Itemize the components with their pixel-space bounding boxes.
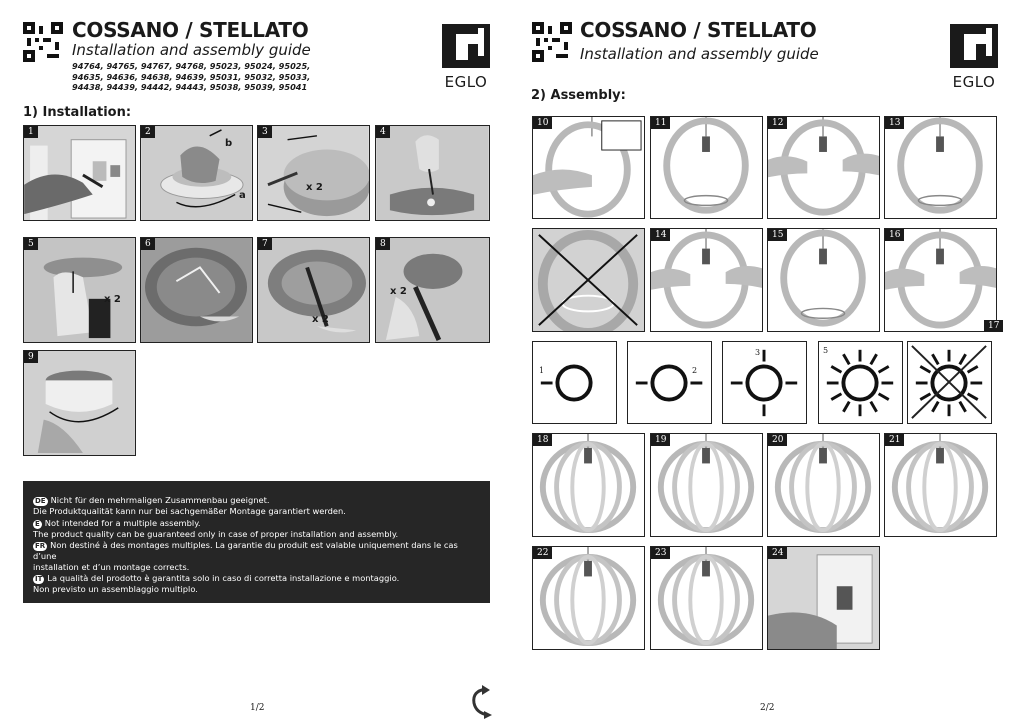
label-b: b xyxy=(225,138,233,149)
step-panel xyxy=(767,116,880,219)
step-panel xyxy=(532,116,645,219)
lang-badge: IT xyxy=(35,575,43,584)
step-panel xyxy=(650,433,763,537)
step-panel xyxy=(375,237,490,343)
page-number: 2/2 xyxy=(760,703,775,713)
order-diagram xyxy=(723,342,806,423)
order-diagram-panel xyxy=(907,341,992,424)
document-subtitle: Installation and assembly guide xyxy=(580,45,819,63)
notice-line: Nicht für den mehrmaligen Zusammenbau geeignet. xyxy=(50,495,270,505)
page-turn-icon[interactable] xyxy=(468,685,498,721)
assembly-illustration xyxy=(885,117,996,218)
step-panel xyxy=(884,116,997,219)
order-diagram-panel xyxy=(722,341,807,424)
step-number: 8 xyxy=(376,238,390,250)
step-number: 18 xyxy=(533,434,552,446)
step-number: 5 xyxy=(24,238,38,250)
step-number: 24 xyxy=(768,547,787,559)
step-panel xyxy=(23,237,136,343)
assembly-illustration xyxy=(651,434,762,536)
assembly-illustration xyxy=(533,434,644,536)
step-number: 10 xyxy=(533,117,552,129)
notice-line: Non previsto un assemblaggio multiplo. xyxy=(33,584,198,595)
screws-removal-illustration xyxy=(258,126,369,220)
eglo-logo xyxy=(442,24,490,91)
step-panel xyxy=(650,546,763,650)
step-panel xyxy=(767,228,880,332)
assembly-illustration xyxy=(768,547,879,649)
order-label: 5 xyxy=(823,346,829,355)
step-number: 2 xyxy=(141,126,155,138)
logo-text: EGLO xyxy=(444,73,488,91)
step-panel xyxy=(650,228,763,332)
step-number: 22 xyxy=(533,547,552,559)
step-panel xyxy=(375,125,490,221)
step-panel xyxy=(140,125,253,221)
assembly-illustration xyxy=(768,117,879,218)
assembly-illustration xyxy=(768,229,879,331)
assembly-illustration xyxy=(768,434,879,536)
order-diagram-panel xyxy=(532,341,617,424)
assembly-illustration xyxy=(885,434,996,536)
step-panel xyxy=(650,116,763,219)
step-number: 15 xyxy=(768,229,787,241)
step-number: 9 xyxy=(24,351,38,363)
qr-code xyxy=(532,22,572,62)
notice-line: Die Produktqualität kann nur bei sachgemäßer Montage garantiert werden. xyxy=(33,506,346,516)
step-panel xyxy=(140,237,253,343)
quantity-label: x 2 xyxy=(312,314,329,325)
step-number: 14 xyxy=(651,229,670,241)
canopy-removal-illustration xyxy=(141,126,252,220)
cover-rotation-illustration xyxy=(24,351,135,455)
notice-line: Non destiné à des montages multiples. La garantie du produit est valable uniquement dans le cas d’une xyxy=(33,540,458,562)
step-number: 16 xyxy=(885,229,904,241)
assembly-illustration xyxy=(651,547,762,649)
assembly-illustration xyxy=(533,547,644,649)
step-number: 19 xyxy=(651,434,670,446)
mounting-illustration xyxy=(24,238,135,342)
notice-line: Not intended for a multiple assembly. xyxy=(44,517,201,528)
order-diagram xyxy=(908,342,991,423)
section-heading-installation: 1) Installation: xyxy=(23,105,132,120)
order-diagram xyxy=(819,342,902,423)
notice-line: The product quality can be guaranteed only in case of proper installation and assembly. xyxy=(33,528,399,539)
step-number: 23 xyxy=(651,547,670,559)
qr-code xyxy=(23,22,63,62)
document-title: COSSANO / STELLATO xyxy=(580,18,817,42)
quantity-label: x 2 xyxy=(104,294,121,305)
step-panel xyxy=(23,125,136,221)
lang-badge: FR xyxy=(35,542,46,551)
wiring-illustration xyxy=(141,238,252,342)
fuse-box-illustration xyxy=(24,126,135,220)
codes-line: 94764, 94765, 94767, 94768, 95023, 95024, 95025, xyxy=(72,61,311,71)
step-panel xyxy=(257,125,370,221)
eglo-logo xyxy=(950,24,998,91)
quantity-label: x 2 xyxy=(390,286,407,297)
step-number: 1 xyxy=(24,126,38,138)
page-number: 1/2 xyxy=(250,703,265,713)
step-panel xyxy=(767,433,880,537)
lang-badge: DE xyxy=(35,497,46,505)
step-panel xyxy=(884,228,997,332)
step-number: 11 xyxy=(651,117,670,129)
step-number: 21 xyxy=(885,434,904,446)
codes-line: 94635, 94636, 94638, 94639, 95031, 95032, 95033, xyxy=(72,71,311,82)
order-diagram-panel xyxy=(818,341,903,424)
assembly-illustration xyxy=(885,229,996,331)
warning-notice xyxy=(23,481,490,603)
product-codes xyxy=(72,61,310,93)
codes-line: 94438, 94439, 94442, 94443, 95038, 95039, 95041 xyxy=(72,82,308,93)
step-panel xyxy=(767,546,880,650)
step-number: 12 xyxy=(768,117,787,129)
step-panel xyxy=(23,350,136,456)
quantity-label: x 2 xyxy=(306,182,323,193)
step-panel xyxy=(532,228,645,332)
lang-badge: E xyxy=(35,519,40,528)
order-label: 2 xyxy=(692,366,698,375)
assembly-illustration xyxy=(533,229,644,331)
notice-line: installation et d’un montage corrects. xyxy=(33,561,190,572)
step-panel xyxy=(532,546,645,650)
step-number: 17 xyxy=(984,320,1003,332)
assembly-illustration xyxy=(651,229,762,331)
step-panel xyxy=(884,433,997,537)
order-diagram-panel xyxy=(627,341,712,424)
assembly-illustration xyxy=(533,117,644,218)
assembly-illustration xyxy=(651,117,762,218)
document-subtitle: Installation and assembly guide xyxy=(72,41,311,59)
order-label: 1 xyxy=(539,366,545,375)
document-title: COSSANO / STELLATO xyxy=(72,18,309,42)
section-heading-assembly: 2) Assembly: xyxy=(531,88,626,103)
step-panel xyxy=(532,433,645,537)
order-diagram xyxy=(533,342,616,423)
label-a: a xyxy=(239,190,246,201)
step-panel xyxy=(257,237,370,343)
step-number: 6 xyxy=(141,238,155,250)
step-number: 4 xyxy=(376,126,390,138)
step-number: 3 xyxy=(258,126,272,138)
step-number: 13 xyxy=(885,117,904,129)
step-number: 7 xyxy=(258,238,272,250)
canopy-fix-illustration xyxy=(258,238,369,342)
order-label: 3 xyxy=(755,348,761,357)
order-diagram xyxy=(628,342,711,423)
step-number: 20 xyxy=(768,434,787,446)
logo-text: EGLO xyxy=(952,73,996,91)
bracket-illustration xyxy=(376,126,489,220)
notice-line: La qualità del prodotto è garantita solo in caso di corretta installazione e montaggio. xyxy=(47,573,400,584)
